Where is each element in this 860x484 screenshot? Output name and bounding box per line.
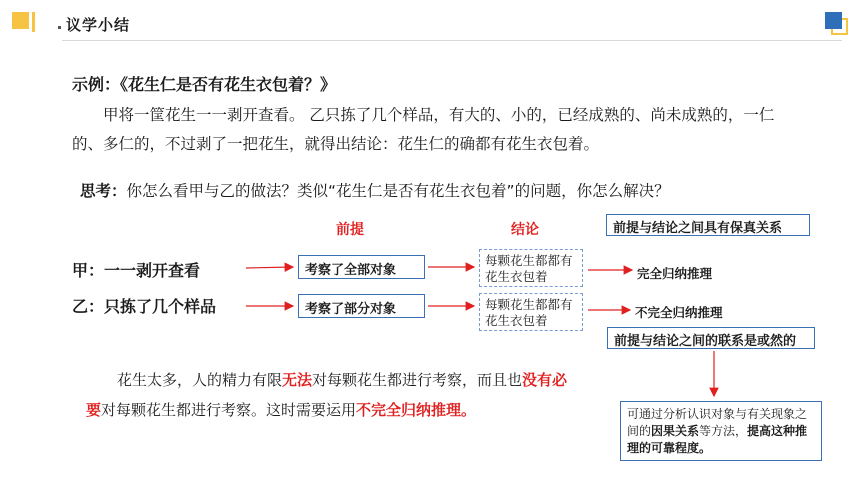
summary-paragraph	[86, 365, 576, 425]
note-box	[620, 401, 822, 461]
relation-incomplete-box: 前提与结论之间的联系是或然的	[607, 327, 815, 349]
blue-square-icon	[825, 12, 842, 29]
case-yi: 乙：只拣了几个样品	[72, 297, 217, 316]
premise-yi-box: 考察了部分对象	[298, 294, 425, 318]
conclusion-jia-box: 每颗花生都都有花生衣包着	[479, 249, 583, 287]
summary-highlight-1: 无法	[282, 371, 313, 389]
conclusion-yi-box: 每颗花生都都有花生衣包着	[479, 293, 583, 331]
note-bold-2: 提高这种推理的可靠程度。	[627, 424, 808, 455]
summary-text-2: 对每颗花生都进行考察，而且也	[312, 371, 523, 389]
note-text-2: 等方法，	[699, 424, 748, 438]
premise-label: 前提	[336, 222, 364, 238]
summary-highlight-2: 没有必要	[86, 371, 568, 419]
think-text: 你怎么看甲与乙的做法？类似“花生仁是否有花生衣包着”的问题，你怎么解决？	[126, 182, 670, 200]
summary-highlight-3: 不完全归纳推理。	[356, 401, 477, 419]
page-title: 议学小结	[66, 16, 131, 34]
premise-jia-box: 考察了全部对象	[298, 255, 425, 279]
relation-complete-box: 前提与结论之间具有保真关系	[606, 214, 810, 236]
result-incomplete-induction: 不完全归纳推理	[635, 305, 723, 320]
conclusion-label: 结论	[511, 222, 539, 238]
example-title: 示例：《花生仁是否有花生衣包着？》	[72, 75, 337, 94]
summary-text-3: 对每颗花生都进行考察。这时需要运用	[101, 401, 357, 419]
case-jia: 甲：一一剥开查看	[72, 261, 201, 280]
example-paragraph: 甲将一筐花生一一剥开查看。 乙只拣了几个样品，有大的、小的，已经成熟的、尚未成熟的，一仁的、多仁的，不过剥了一把花生，就得出结论：花生仁的确都有花生衣包着。	[72, 106, 775, 153]
think-label: 思考：	[80, 182, 127, 200]
result-complete-induction: 完全归纳推理	[637, 266, 713, 281]
arrow-jia-to-premise	[246, 267, 293, 268]
summary-text-1: 花生太多，人的精力有限	[117, 371, 283, 389]
note-text-1: 可通过分析认识对象与有关现象之间的	[627, 407, 808, 438]
note-bold-1: 因果关系	[651, 424, 700, 438]
